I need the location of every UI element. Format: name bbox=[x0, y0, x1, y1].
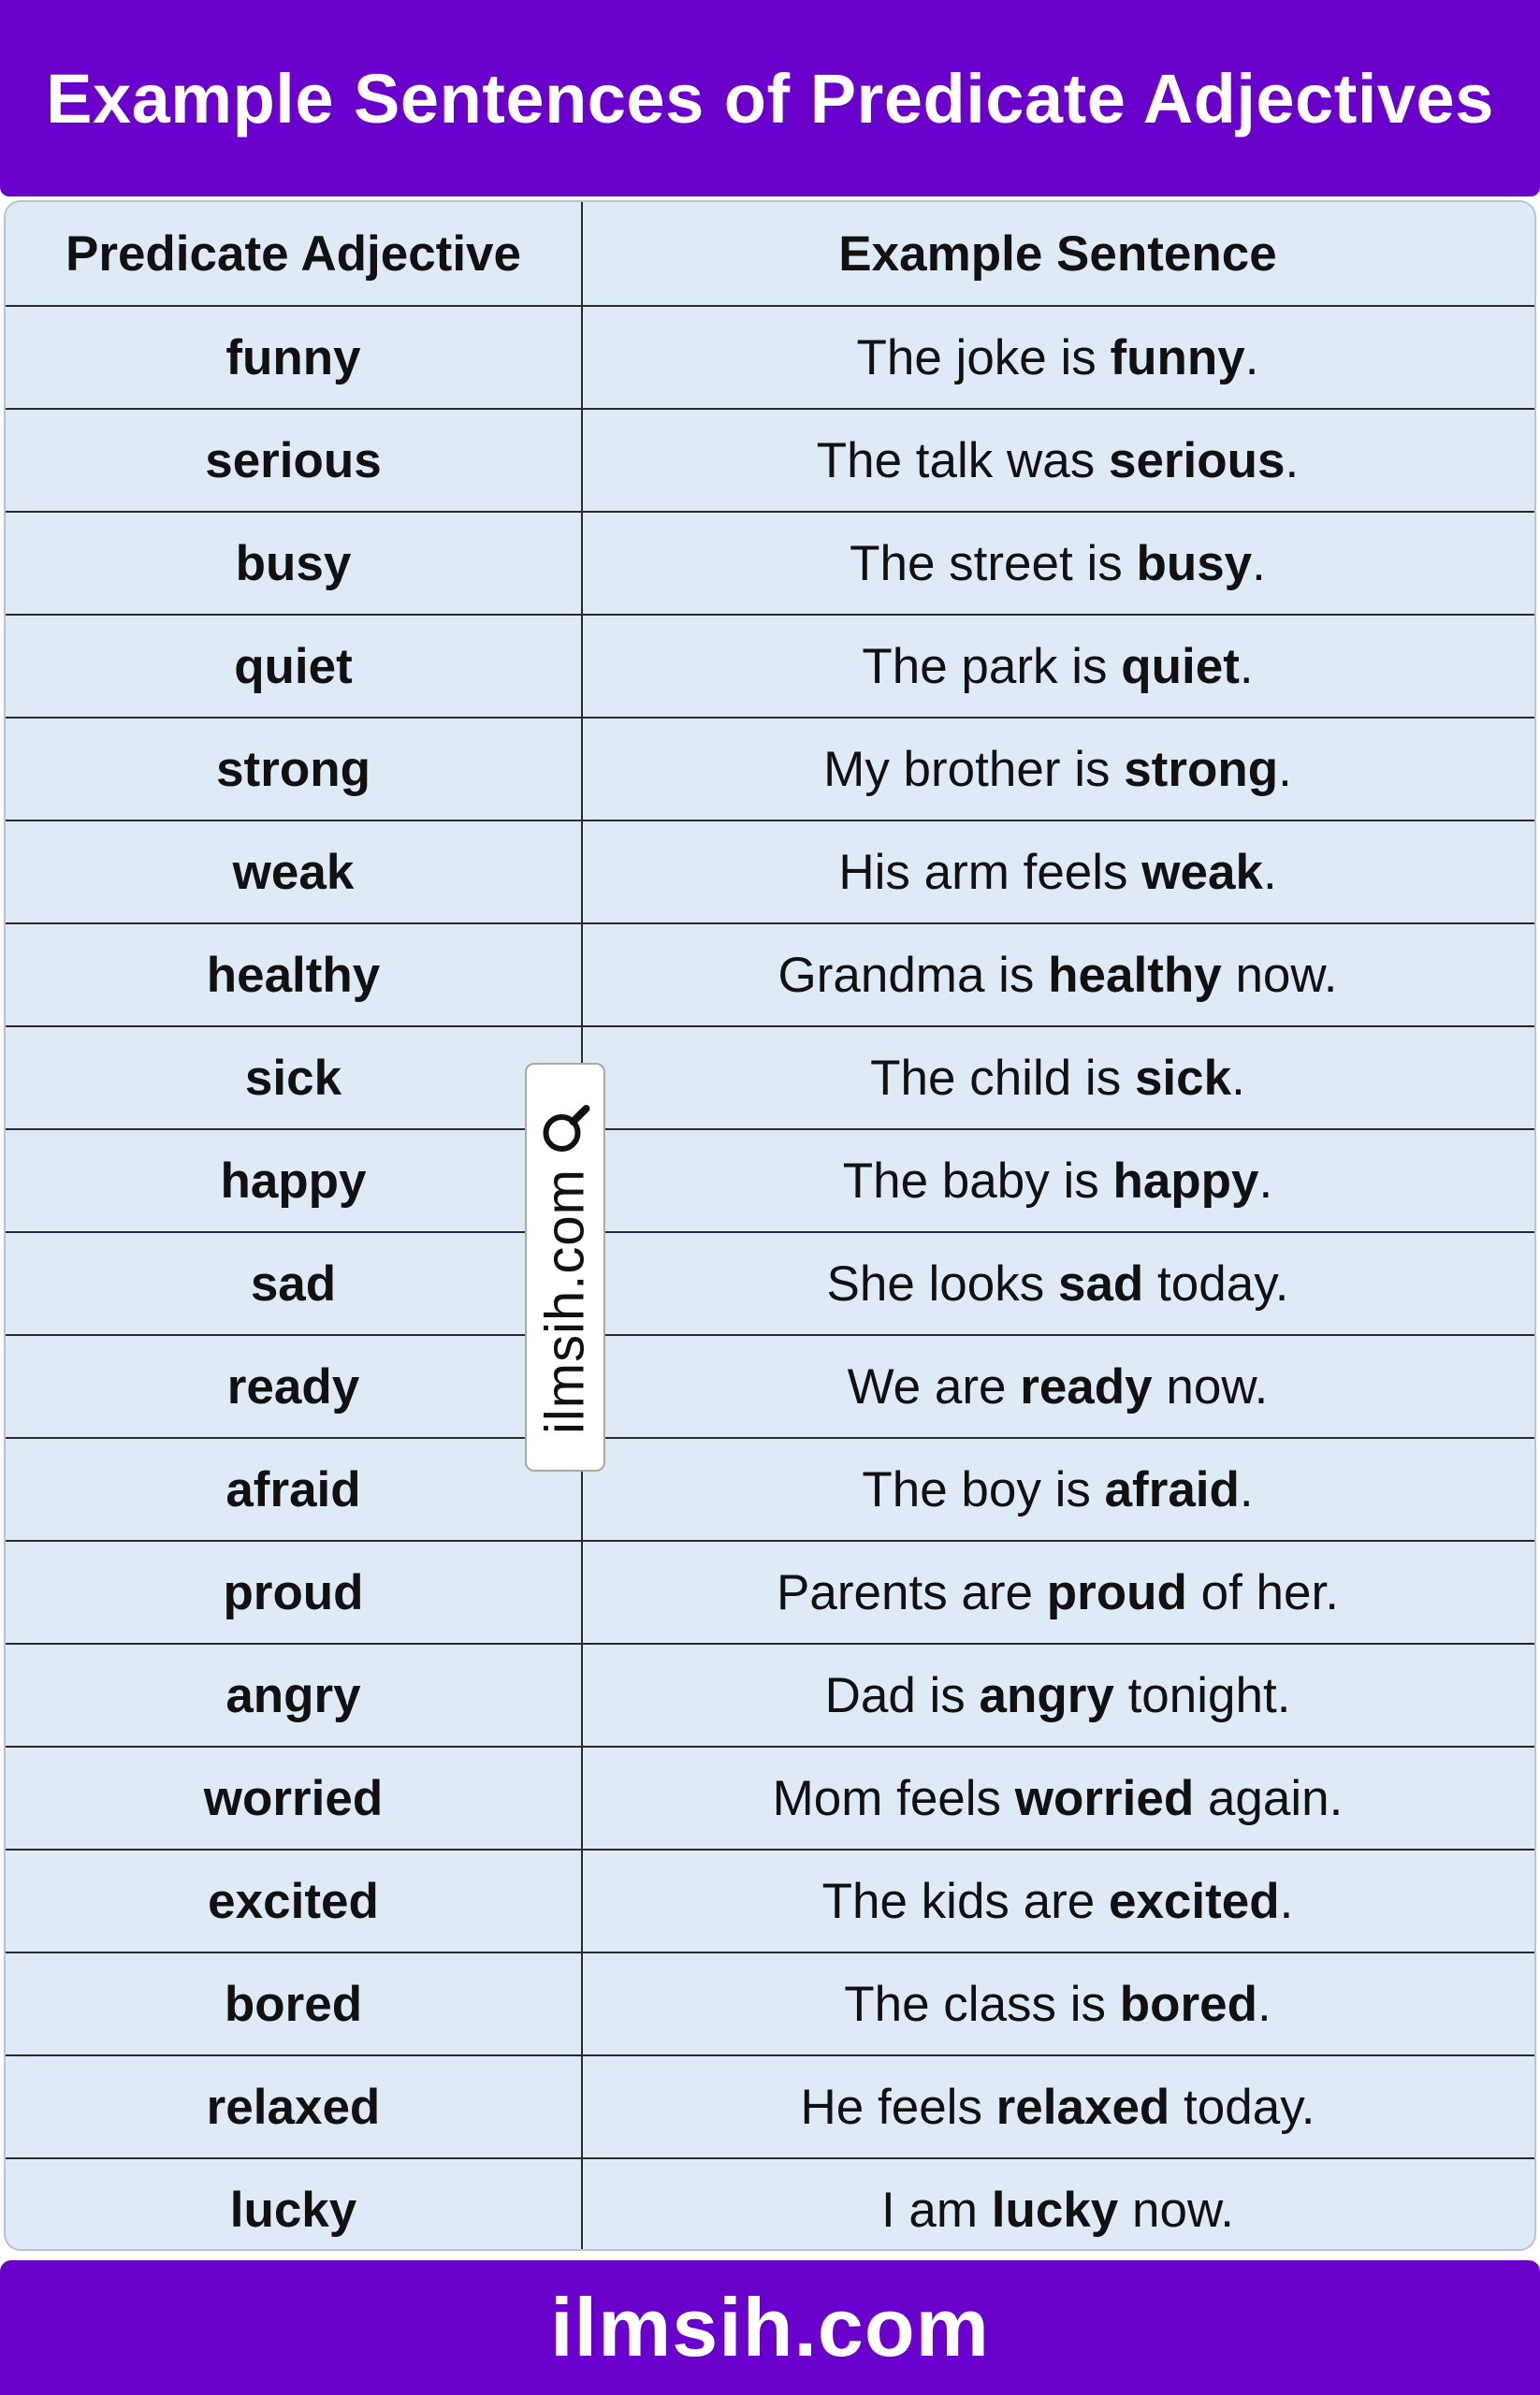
sentence-cell bbox=[581, 1748, 1534, 1849]
sentence-ending: . bbox=[1239, 1461, 1254, 1517]
sentence-ending: now. bbox=[1152, 1358, 1269, 1415]
sentence-text: Grandma is bbox=[777, 947, 1049, 1003]
adjective-cell: serious bbox=[205, 432, 382, 488]
adjective-cell: busy bbox=[235, 535, 352, 591]
table-row bbox=[6, 2157, 1534, 2251]
sentence-cell bbox=[581, 1439, 1534, 1540]
adjective-cell: angry bbox=[225, 1667, 361, 1723]
table-row bbox=[6, 1128, 1534, 1231]
table-row bbox=[6, 922, 1534, 1025]
sentence-ending: . bbox=[1239, 638, 1254, 694]
sentence-cell bbox=[581, 718, 1534, 820]
table-row bbox=[6, 1746, 1534, 1849]
sentence-cell bbox=[581, 1645, 1534, 1746]
sentence-adjective: bored bbox=[1119, 1976, 1258, 2032]
sentence-adjective: happy bbox=[1112, 1153, 1259, 1209]
sentence-cell bbox=[581, 1027, 1534, 1128]
column-header-sentence: Example Sentence bbox=[838, 225, 1277, 282]
sentence-cell bbox=[581, 821, 1534, 922]
sentence-adjective: strong bbox=[1124, 741, 1279, 797]
sentence-adjective: relaxed bbox=[995, 2079, 1170, 2135]
sentence-ending: . bbox=[1285, 432, 1300, 488]
sentence-adjective: healthy bbox=[1048, 947, 1222, 1003]
sentence-cell bbox=[581, 410, 1534, 511]
sentence-cell bbox=[581, 1851, 1534, 1952]
sentence-cell bbox=[581, 924, 1534, 1025]
adjective-cell: bored bbox=[224, 1976, 363, 2032]
sentence-text: The talk was bbox=[816, 432, 1109, 488]
sentence-text: Dad is bbox=[824, 1667, 980, 1723]
sentence-ending: today. bbox=[1143, 1256, 1289, 1312]
adjective-cell: excited bbox=[208, 1873, 379, 1929]
sentence-cell bbox=[581, 1953, 1534, 2054]
adjective-cell: healthy bbox=[206, 947, 381, 1003]
sentence-text: The park is bbox=[862, 638, 1122, 694]
table-row bbox=[6, 1025, 1534, 1128]
adjective-cell: lucky bbox=[229, 2182, 357, 2238]
sentence-ending: now. bbox=[1221, 947, 1338, 1003]
sentence-text: I am bbox=[880, 2182, 992, 2238]
sentence-text: The boy is bbox=[862, 1461, 1105, 1517]
table-row bbox=[6, 1437, 1534, 1540]
sentence-text: My brother is bbox=[823, 741, 1125, 797]
adjective-cell: strong bbox=[216, 741, 370, 797]
sentence-text: The kids are bbox=[821, 1873, 1109, 1929]
sentence-adjective: lucky bbox=[991, 2182, 1119, 2238]
title-banner bbox=[0, 0, 1540, 196]
sentence-ending: . bbox=[1257, 1976, 1271, 2032]
sentence-cell bbox=[581, 2159, 1534, 2251]
sentence-cell bbox=[581, 1130, 1534, 1231]
adjective-cell: happy bbox=[220, 1153, 367, 1209]
table-row bbox=[6, 1849, 1534, 1952]
adjective-cell: weak bbox=[232, 844, 355, 900]
sentence-text: She looks bbox=[826, 1256, 1058, 1312]
sentence-cell bbox=[581, 1542, 1534, 1643]
adjective-cell: ready bbox=[226, 1358, 360, 1415]
sentence-cell bbox=[581, 1336, 1534, 1437]
sentence-ending: again. bbox=[1194, 1770, 1344, 1826]
table-row bbox=[6, 1952, 1534, 2054]
sentence-text: We are bbox=[847, 1358, 1021, 1415]
table-row bbox=[6, 2054, 1534, 2157]
sentence-ending: . bbox=[1252, 535, 1266, 591]
sentence-cell bbox=[581, 1233, 1534, 1334]
sentence-adjective: ready bbox=[1020, 1358, 1153, 1415]
table-header-row bbox=[6, 202, 1534, 305]
sentence-text: He feels bbox=[800, 2079, 996, 2135]
sentence-ending: . bbox=[1244, 329, 1259, 385]
adjective-cell: worried bbox=[203, 1770, 384, 1826]
sentence-adjective: afraid bbox=[1104, 1461, 1240, 1517]
table-row bbox=[6, 717, 1534, 820]
sentence-ending: tonight. bbox=[1113, 1667, 1291, 1723]
adjective-cell: sick bbox=[244, 1050, 342, 1106]
table-row bbox=[6, 1231, 1534, 1334]
sentence-text: The class is bbox=[844, 1976, 1120, 2032]
adjective-cell: proud bbox=[223, 1564, 364, 1620]
sentence-cell bbox=[581, 307, 1534, 408]
column-header-adjective: Predicate Adjective bbox=[65, 225, 522, 282]
table-row bbox=[6, 305, 1534, 408]
sentence-adjective: excited bbox=[1108, 1873, 1280, 1929]
sentence-cell bbox=[581, 616, 1534, 717]
sentence-ending: . bbox=[1278, 741, 1292, 797]
sentence-adjective: quiet bbox=[1121, 638, 1240, 694]
sentence-ending: . bbox=[1279, 1873, 1294, 1929]
sentence-adjective: proud bbox=[1046, 1564, 1187, 1620]
adjective-cell: quiet bbox=[234, 638, 353, 694]
sentence-adjective: worried bbox=[1014, 1770, 1195, 1826]
sentence-ending: now. bbox=[1118, 2182, 1235, 2238]
sentence-cell bbox=[581, 2056, 1534, 2157]
sentence-adjective: busy bbox=[1136, 535, 1253, 591]
adjective-cell: funny bbox=[225, 329, 361, 385]
sentence-text: Parents are bbox=[777, 1564, 1047, 1620]
adjective-cell: afraid bbox=[225, 1461, 361, 1517]
sentence-text: The joke is bbox=[856, 329, 1111, 385]
page-title: Example Sentences of Predicate Adjectives bbox=[46, 59, 1494, 138]
sentence-ending: . bbox=[1262, 844, 1277, 900]
table-row bbox=[6, 820, 1534, 922]
table-row bbox=[6, 614, 1534, 717]
watermark-text: ilmsih.com bbox=[534, 1168, 596, 1434]
table-row bbox=[6, 511, 1534, 614]
sentence-ending: . bbox=[1231, 1050, 1245, 1106]
footer-banner bbox=[0, 2260, 1540, 2395]
table-row bbox=[6, 1540, 1534, 1643]
table-row bbox=[6, 1643, 1534, 1746]
table-row bbox=[6, 408, 1534, 511]
watermark bbox=[525, 1063, 605, 1472]
sentence-ending: . bbox=[1258, 1153, 1273, 1209]
sentence-adjective: angry bbox=[979, 1667, 1114, 1723]
sentence-text: The baby is bbox=[842, 1153, 1113, 1209]
search-icon bbox=[537, 1101, 593, 1157]
adjective-cell: relaxed bbox=[206, 2079, 381, 2135]
sentence-text: His arm feels bbox=[838, 844, 1142, 900]
sentence-ending: today. bbox=[1170, 2079, 1315, 2135]
table-row bbox=[6, 1334, 1534, 1437]
sentence-adjective: funny bbox=[1110, 329, 1245, 385]
sentence-adjective: sad bbox=[1057, 1256, 1144, 1312]
sentence-ending: of her. bbox=[1186, 1564, 1339, 1620]
sentence-adjective: sick bbox=[1134, 1050, 1232, 1106]
sentence-cell bbox=[581, 513, 1534, 614]
adjective-cell: sad bbox=[250, 1256, 337, 1312]
footer-site-name: ilmsih.com bbox=[550, 2281, 990, 2373]
sentence-text: The street is bbox=[850, 535, 1137, 591]
sentence-text: Mom feels bbox=[772, 1770, 1015, 1826]
sentence-adjective: serious bbox=[1108, 432, 1286, 488]
adjective-table bbox=[4, 200, 1536, 2251]
sentence-text: The child is bbox=[870, 1050, 1135, 1106]
sentence-adjective: weak bbox=[1141, 844, 1263, 900]
